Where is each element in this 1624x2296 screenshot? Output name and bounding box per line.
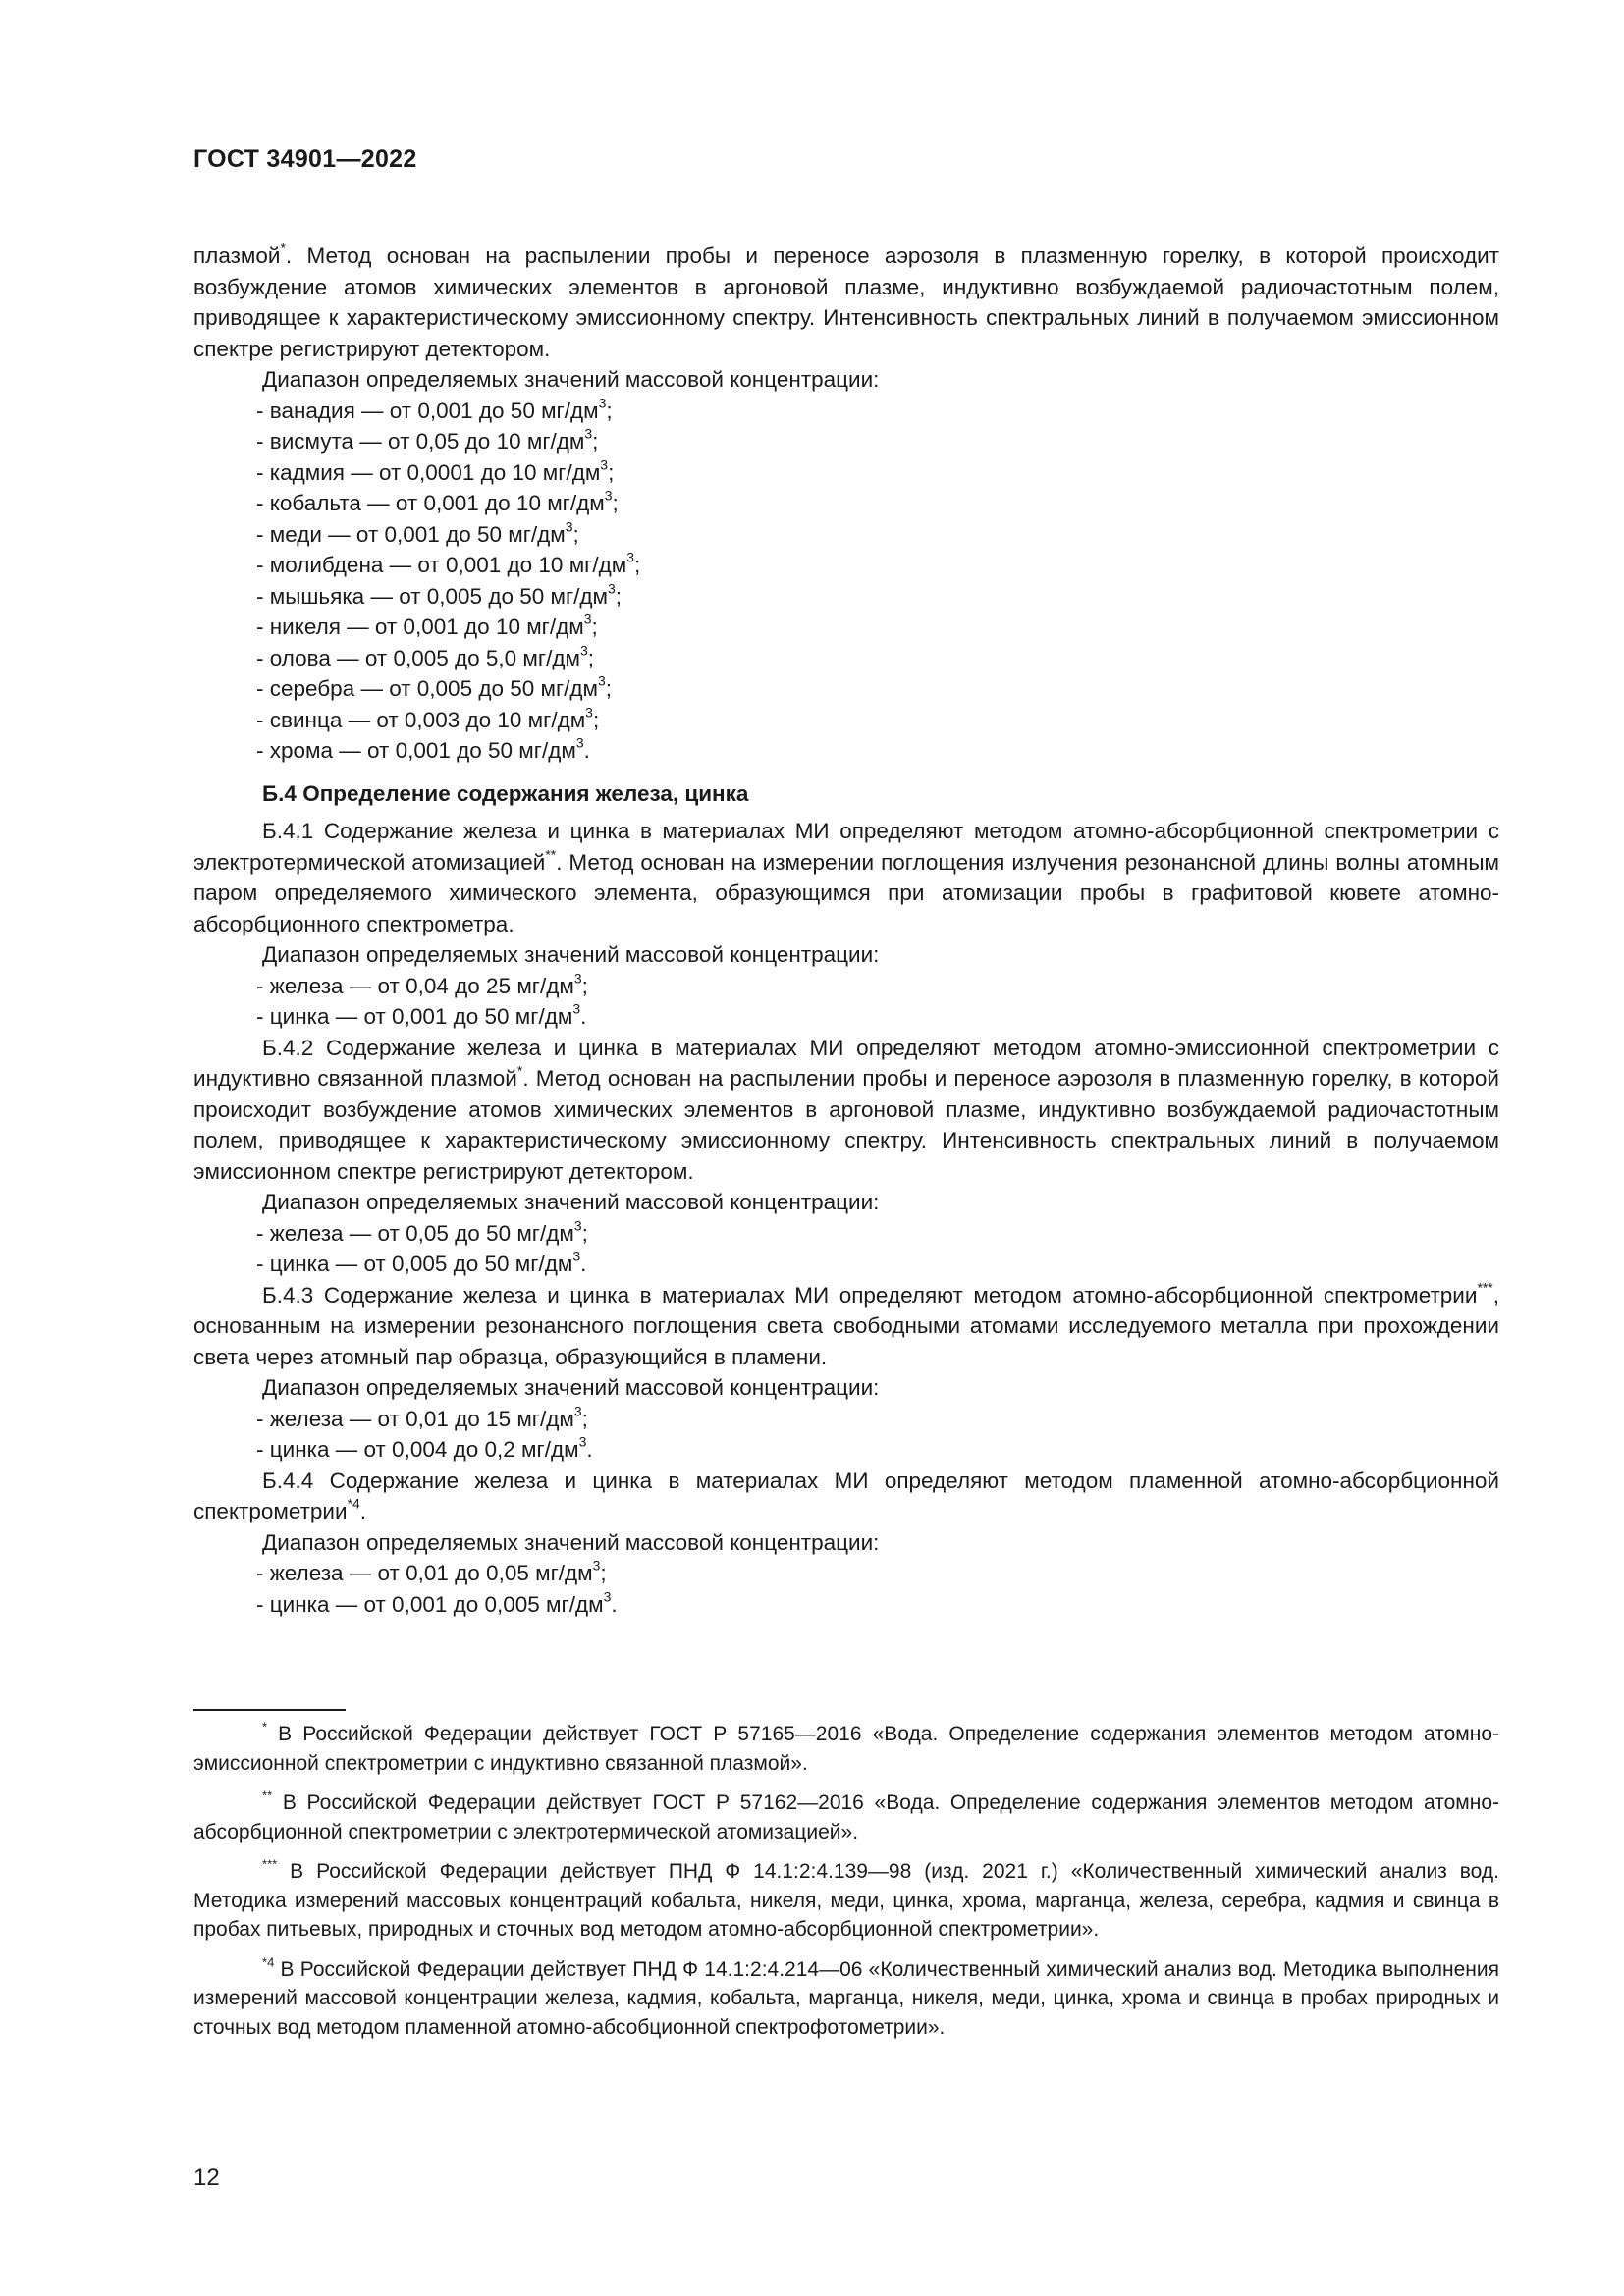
range-list bbox=[193, 1558, 1499, 1620]
superscript: 3 bbox=[604, 487, 613, 504]
document-body bbox=[193, 240, 1499, 1620]
superscript: 3 bbox=[575, 734, 584, 751]
superscript: 3 bbox=[565, 518, 573, 535]
range-label: Диапазон определяемых значений массовой концентрации: bbox=[262, 1529, 880, 1555]
superscript: 3 bbox=[600, 456, 609, 473]
footnote-mark: *** bbox=[262, 1856, 278, 1872]
superscript: 3 bbox=[608, 580, 616, 597]
subsection-b41 bbox=[193, 816, 1499, 1033]
subsection-paragraph: Б.4.1 Содержание железа и цинка в материалах МИ определяют методом атомно-абсорбционной спектрометрии с электротермической атомизацией**. Метод основан на измерении поглощения излучения резонансной длины волны атомным паром определяемого химического элемента, образующимся при атомизации пробы в графитовой кювете атомно-абсорбционного спектрометра. bbox=[193, 819, 1499, 936]
superscript: 3 bbox=[584, 425, 593, 442]
range-label: Диапазон определяемых значений массовой концентрации: bbox=[262, 367, 880, 392]
range-item: - цинка — от 0,004 до 0,2 $мг/дм^3$. bbox=[256, 1433, 593, 1462]
footnote-ref: *** bbox=[1477, 1279, 1493, 1296]
range-item: - железа — от 0,01 до 0,05 $мг/дм^3$; bbox=[256, 1557, 607, 1585]
range-item: - цинка — от 0,005 до 50 $мг/дм^3$. bbox=[256, 1248, 587, 1276]
range-item: - цинка — от 0,001 до 0,005 $мг/дм^3$. bbox=[256, 1588, 618, 1617]
superscript: 3 bbox=[573, 1403, 582, 1419]
section-heading: Б.4 Определение содержания железа, цинка bbox=[262, 780, 749, 806]
range-label: Диапазон определяемых значений массовой концентрации: bbox=[262, 1375, 880, 1400]
range-list bbox=[193, 1404, 1499, 1466]
footnote-mark: * bbox=[262, 1719, 268, 1735]
range-item: - свинца — от 0,003 до 10 $мг/дм^3$; bbox=[256, 704, 600, 732]
footnote-ref: * bbox=[516, 1062, 523, 1079]
superscript: 3 bbox=[598, 395, 607, 411]
range-item: - железа — от 0,01 до 15 $мг/дм^3$; bbox=[256, 1403, 588, 1431]
range-item: - хрома — от 0,001 до 50 $мг/дм^3$. bbox=[256, 734, 590, 763]
footnote: *** В Российской Федерации действует ПНД Ф 14.1:2:4.139—98 (изд. 2021 г.) «Количественный химический анализ вод. Методика измерений массовых концентраций кобальта, никеля, меди, цинка, хрома, марганца, железа, серебра, кадмия и свинца в пробах питьевых, природных и сточных вод методом атомно-абсорбционной спектрометрии». bbox=[193, 1856, 1499, 1941]
subsection-paragraph: Б.4.4 Содержание железа и цинка в материалах МИ определяют методом пламенной атомно-абсорбционной спектрометрии$^{*4}$. bbox=[193, 1468, 1499, 1523]
range-item: - ванадия — от 0,001 до 50 $мг/дм^3$; bbox=[256, 395, 613, 423]
superscript: 3 bbox=[573, 1217, 582, 1234]
range-item: - олова — от 0,005 до 5,0 $мг/дм^3$; bbox=[256, 642, 594, 670]
range-list bbox=[193, 1218, 1499, 1280]
range-item: - цинка — от 0,001 до 50 $мг/дм^3$. bbox=[256, 1000, 587, 1029]
superscript: 3 bbox=[579, 642, 588, 659]
footnote-mark: ** bbox=[262, 1788, 273, 1803]
range-item: - висмута — от 0,05 до 10 $мг/дм^3$; bbox=[256, 425, 599, 454]
intro-range-list bbox=[193, 396, 1499, 767]
range-item: - железа — от 0,05 до 50 $мг/дм^3$; bbox=[256, 1217, 588, 1246]
footnote: $^{*4}$ В Российской Федерации действует ПНД Ф 14.1:2:4.214—06 «Количественный химический анализ вод. Методика выполнения измерений массовой концентрации железа, кадмия, кобальта, марганца, никеля, меди, цинка, хрома и свинца в пробах природных и сточных вод методом пламенной атомно-абсобционной спектрофотометрии». bbox=[193, 1953, 1499, 2039]
footnote-separator bbox=[193, 1709, 346, 1711]
subsection-b44 bbox=[193, 1466, 1499, 1621]
superscript: 3 bbox=[583, 611, 592, 627]
superscript: 3 bbox=[585, 704, 593, 721]
footnote: ** В Российской Федерации действует ГОСТ Р 57162—2016 «Вода. Определение содержания элементов методом атомно-абсорбционной спектрометрии с электротермической атомизацией». bbox=[193, 1788, 1499, 1843]
subsection-b43 bbox=[193, 1280, 1499, 1466]
range-label: Диапазон определяемых значений массовой концентрации: bbox=[262, 942, 880, 967]
range-item: - железа — от 0,04 до 25 $мг/дм^3$; bbox=[256, 970, 588, 998]
subsection-paragraph: Б.4.3 Содержание железа и цинка в материалах МИ определяют методом атомно-абсорбционной спектрометрии***, основанным на измерении резонансного поглощения света свободными атомами исследуемого металла при прохождении света через атомный пар образца, образующийся в пламени. bbox=[193, 1279, 1499, 1369]
document-page bbox=[193, 145, 1499, 2256]
range-item: - никеля — от 0,001 до 10 $мг/дм^3$; bbox=[256, 611, 598, 639]
range-item: - меди — от 0,001 до 50 $мг/дм^3$; bbox=[256, 518, 579, 547]
range-label: Диапазон определяемых значений массовой концентрации: bbox=[262, 1190, 880, 1214]
footnote-mark: *4 bbox=[262, 1953, 275, 1969]
subsection-b42 bbox=[193, 1033, 1499, 1280]
intro-paragraph: плазмой*. Метод основан на распылении пробы и переносе аэрозоля в плазменную горелку, в которой происходит возбуждение атомов химических элементов в аргоновой плазме, индуктивно возбуждаемой радиочастотным полем, приводящее к характеристическому эмиссионному спектру. Интенсивность спектральных линий в получаемом эмиссионном спектре регистрируют детектором. bbox=[193, 240, 1499, 361]
superscript: 3 bbox=[592, 1557, 601, 1574]
footnote-ref: *4 bbox=[347, 1495, 360, 1512]
superscript: 3 bbox=[626, 549, 634, 565]
range-item: - мышьяка — от 0,005 до 50 $мг/дм^3$; bbox=[256, 580, 623, 609]
page-number: 12 bbox=[193, 2164, 220, 2191]
superscript: 3 bbox=[578, 1433, 587, 1450]
superscript: 3 bbox=[572, 1248, 581, 1264]
footnotes bbox=[193, 1720, 1499, 2053]
subsection-paragraph: Б.4.2 Содержание железа и цинка в материалах МИ определяют методом атомно-эмиссионной спектрометрии с индуктивно связанной плазмой*. Метод основан на распылении пробы и переносе аэрозоля в плазменную горелку, в которой происходит возбуждение атомов химических элементов в аргоновой плазме, индуктивно возбуждаемой радиочастотным полем, приводящее к характеристическому эмиссионному спектру. Интенсивность спектральных линий в получаемом эмиссионном спектре регистрируют детектором. bbox=[193, 1035, 1499, 1184]
footnote-ref: * bbox=[280, 240, 286, 256]
range-item: - кадмия — от 0,0001 до 10 $мг/дм^3$; bbox=[256, 456, 615, 485]
superscript: 3 bbox=[573, 970, 582, 987]
superscript: 3 bbox=[598, 672, 606, 689]
range-item: - кобальта — от 0,001 до 10 $мг/дм^3$; bbox=[256, 487, 619, 515]
footnote: * В Российской Федерации действует ГОСТ Р 57165—2016 «Вода. Определение содержания элементов методом атомно-эмиссионной спектрометрии с индуктивно связанной плазмой». bbox=[193, 1719, 1499, 1775]
range-item: - серебра — от 0,005 до 50 $мг/дм^3$; bbox=[256, 672, 613, 701]
document-header: ГОСТ 34901—2022 bbox=[193, 145, 417, 173]
footnote-ref: ** bbox=[545, 846, 557, 863]
range-list bbox=[193, 971, 1499, 1033]
range-item: - молибдена — от 0,001 до 10 $мг/дм^3$; bbox=[256, 549, 641, 577]
superscript: 3 bbox=[603, 1588, 612, 1605]
superscript: 3 bbox=[572, 1000, 581, 1017]
